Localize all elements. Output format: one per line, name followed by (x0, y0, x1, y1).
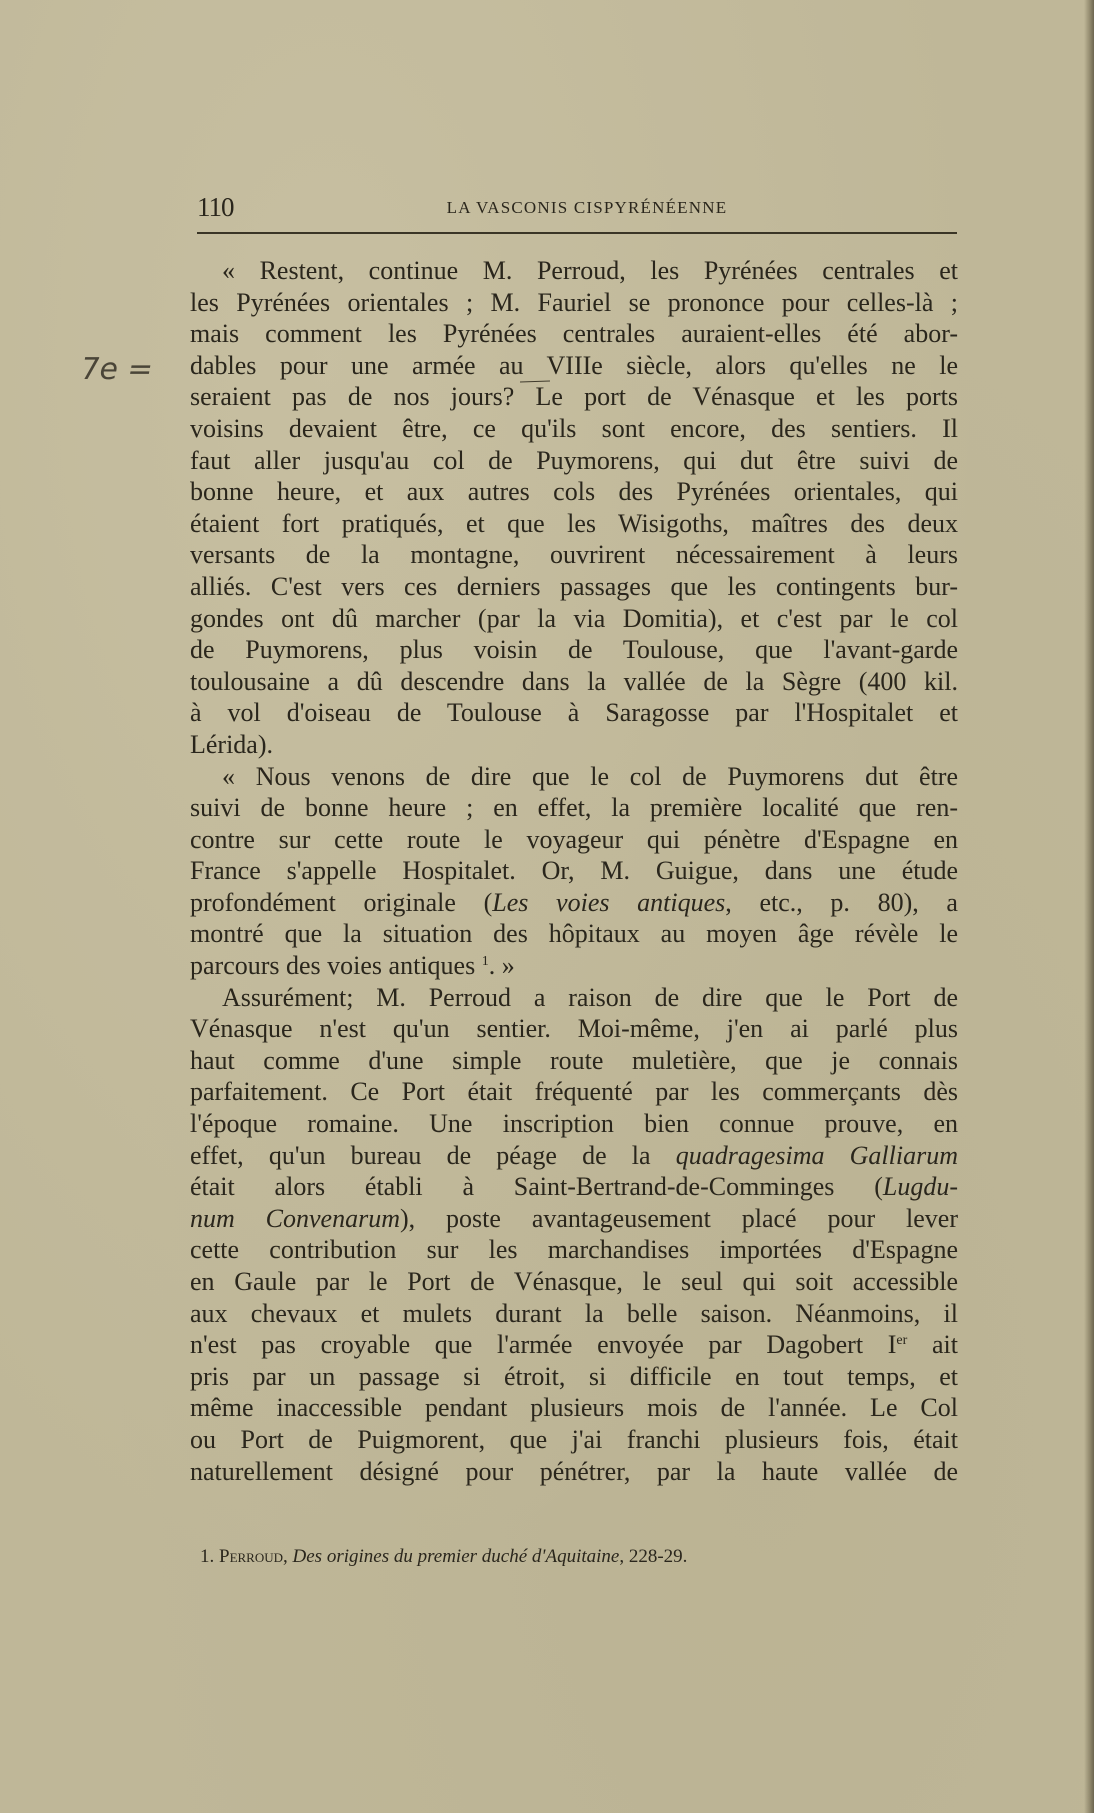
text-line: gondes ont dû marcher (par la via Domitia), et c'est par le col (190, 603, 958, 633)
italic-latin: quadragesima Galliarum (675, 1140, 958, 1170)
text-run: n'est pas croyable que l'armée envoyée par Dagobert I (190, 1330, 897, 1360)
text-line: Assurément; M. Perroud a raison de dire que le Port de (222, 982, 958, 1012)
italic-latin: Lugdu- (882, 1172, 958, 1202)
text-line: pris par un passage si étroit, si difficile en tout temps, et (190, 1361, 958, 1391)
running-title: LA VASCONIS CISPYRÉNÉENNE (446, 198, 728, 217)
superscript: er (896, 1333, 908, 1349)
text-line: voisins devaient être, ce qu'ils sont encore, des sentiers. Il (190, 413, 958, 443)
italic-latin: num Convenarum (190, 1203, 400, 1233)
paragraph (190, 255, 958, 761)
page-number: 110 (197, 192, 234, 222)
footnote-ref[interactable]: 1 (481, 954, 489, 970)
footnote-author: Perroud (219, 1546, 284, 1567)
footnote (200, 1544, 840, 1570)
text-line: suivi de bonne heure ; en effet, la première localité que ren- (190, 793, 958, 823)
header-rule (197, 232, 957, 234)
text-line (190, 1203, 958, 1235)
text-run: ait (907, 1330, 958, 1360)
text-line (190, 950, 958, 982)
text-line: haut comme d'une simple route muletière, que je connais (190, 1045, 958, 1075)
text-line: en Gaule par le Port de Vénasque, le seul qui soit accessible (190, 1267, 958, 1296)
text-line: « Restent, continue M. Perroud, les Pyrénées centrales et (222, 256, 958, 285)
text-line: l'époque romaine. Une inscription bien connue prouve, en (190, 1109, 958, 1139)
text-line: montré que la situation des hôpitaux au moyen âge révèle le (190, 919, 958, 949)
text-line: Vénasque n'est qu'un sentier. Moi-même, j'en ai parlé plus (190, 1014, 958, 1044)
text-run: était alors établi à Saint-Bertrand-de-Comminges ( (190, 1172, 883, 1202)
text-line: « Nous venons de dire que le col de Puymorens dut être (222, 761, 958, 791)
text-line: versants de la montagne, ouvrirent nécessairement à leurs (190, 540, 958, 570)
running-header (197, 190, 957, 224)
handwritten-margin-note: 7e = (77, 352, 156, 387)
footnote-pages: , 228-29. (619, 1546, 688, 1567)
body-text (190, 255, 958, 1487)
text-run: ), poste avantageusement placé pour lever (400, 1203, 958, 1233)
text-line: seraient pas de nos jours? Le port de Vénasque et les ports (190, 382, 958, 412)
text-line: dables pour une armée au VIIIe siècle, alors qu'elles ne le (190, 350, 958, 380)
footnote-separator: , (283, 1546, 293, 1567)
text-line: France s'appelle Hospitalet. Or, M. Guigue, dans une étude (190, 856, 958, 886)
text-line: bonne heure, et aux autres cols des Pyrénées orientales, qui (190, 477, 958, 507)
text-line: les Pyrénées orientales ; M. Fauriel se prononce pour celles-là ; (190, 287, 958, 317)
text-run: parcours des voies antiques (190, 951, 476, 981)
text-line: même inaccessible pendant plusieurs mois de l'année. Le Col (190, 1393, 958, 1423)
book-gutter-shadow (1084, 0, 1094, 1813)
footnote-title: Des origines du premier duché d'Aquitaine (292, 1546, 620, 1567)
paragraph (190, 982, 958, 1488)
text-line: aux chevaux et mulets durant la belle saison. Néanmoins, il (190, 1298, 958, 1328)
text-line: parfaitement. Ce Port était fréquenté par les commerçants dès (190, 1077, 958, 1107)
text-line: alliés. C'est vers ces derniers passages que les contingents bur- (190, 571, 958, 601)
footnote-number: 1. (200, 1546, 215, 1567)
text-line (190, 1329, 958, 1361)
text-line: naturellement désigné pour pénétrer, par la haute vallée de (190, 1456, 958, 1486)
text-line (190, 1140, 958, 1172)
text-line: étaient fort pratiqués, et que les Wisigoths, maîtres des deux (190, 508, 958, 538)
text-line: contre sur cette route le voyageur qui pénètre d'Espagne en (190, 824, 958, 854)
text-run: profondément originale ( (190, 887, 493, 917)
text-line: faut aller jusqu'au col de Puymorens, qui dut être suivi de (190, 445, 958, 475)
text-line: Lérida). (190, 729, 274, 759)
text-line (190, 887, 958, 919)
text-line: cette contribution sur les marchandises importées d'Espagne (190, 1235, 958, 1265)
italic-title: Les voies antiques (492, 887, 726, 917)
text-line (190, 1171, 958, 1203)
text-line: mais comment les Pyrénées centrales auraient-elles été abor- (190, 319, 958, 349)
text-line: à vol d'oiseau de Toulouse à Saragosse par l'Hospitalet et (190, 698, 958, 728)
text-line: ou Port de Puigmorent, que j'ai franchi plusieurs fois, était (190, 1424, 958, 1454)
text-line: toulousaine a dû descendre dans la vallée de la Sègre (400 kil. (190, 666, 958, 696)
text-run: effet, qu'un bureau de péage de la (190, 1140, 676, 1170)
text-line: de Puymorens, plus voisin de Toulouse, que l'avant-garde (190, 635, 958, 665)
text-run: . » (488, 951, 515, 981)
paragraph (190, 761, 958, 982)
text-run: , etc., p. 80), a (725, 887, 958, 917)
